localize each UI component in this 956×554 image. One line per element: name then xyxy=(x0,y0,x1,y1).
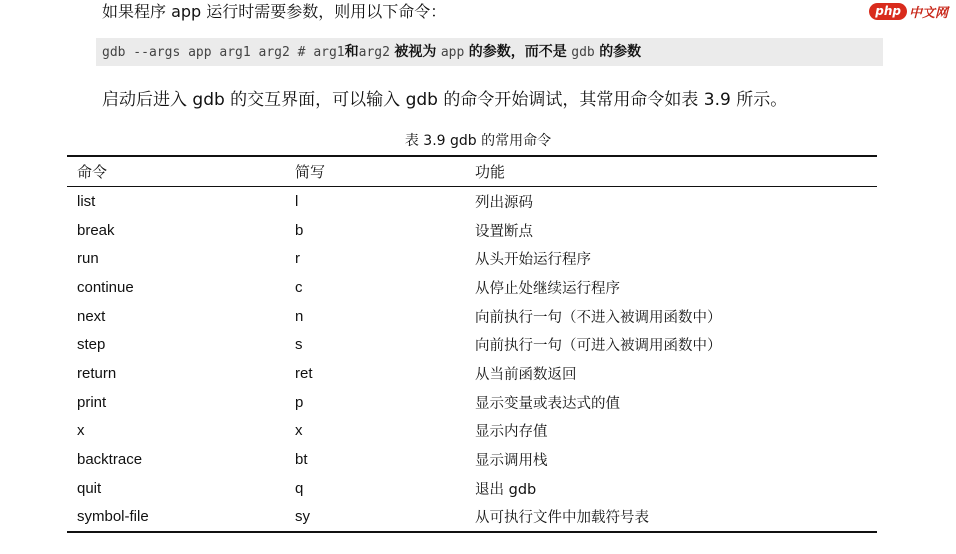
cell-function: 显示调用栈 xyxy=(475,453,548,470)
cell-short: bt xyxy=(295,451,308,469)
table-row xyxy=(67,388,877,417)
code-gdb: gdb xyxy=(571,45,595,60)
cell-function: 设置断点 xyxy=(475,223,533,240)
cell-function: 显示变量或表达式的值 xyxy=(475,395,620,412)
cell-function: 列出源码 xyxy=(475,194,533,211)
cell-command: backtrace xyxy=(77,451,143,469)
table-row xyxy=(67,244,877,273)
gdb-commands-table xyxy=(67,155,877,533)
table-row xyxy=(67,216,877,245)
table-row xyxy=(67,503,877,533)
cell-short: ret xyxy=(295,364,313,382)
table-row xyxy=(67,302,877,331)
cell-command: quit xyxy=(77,479,102,497)
cell-command: next xyxy=(77,307,106,325)
cell-command: return xyxy=(77,364,117,382)
watermark-logo: php xyxy=(869,3,907,20)
cell-short: s xyxy=(295,336,303,354)
cell-short: r xyxy=(295,250,300,268)
site-watermark xyxy=(869,0,948,22)
code-params-not: 的参数，而不是 xyxy=(468,44,567,60)
watermark-text: 中文网 xyxy=(908,5,948,21)
cell-function: 向前执行一句（不进入被调用函数中） xyxy=(475,309,722,326)
cell-short: x xyxy=(295,422,303,440)
cell-command: symbol-file xyxy=(77,508,149,526)
cell-function: 从停止处继续运行程序 xyxy=(475,280,620,297)
header-function: 功能 xyxy=(475,163,506,181)
code-block xyxy=(96,38,883,66)
cell-command: break xyxy=(77,221,115,239)
table-header-row xyxy=(67,156,877,187)
cell-short: l xyxy=(295,192,299,210)
code-arg2: arg2 xyxy=(358,45,390,60)
table-row xyxy=(67,330,877,359)
cell-command: step xyxy=(77,336,106,354)
table-row xyxy=(67,417,877,446)
table-row xyxy=(67,474,877,503)
table-row xyxy=(67,273,877,302)
cell-short: sy xyxy=(295,508,310,526)
cell-function: 从当前函数返回 xyxy=(475,366,577,383)
cell-short: c xyxy=(295,278,303,296)
code-command: gdb --args app arg1 arg2 # arg1 xyxy=(102,45,345,60)
header-short: 简写 xyxy=(295,163,326,181)
code-app: app xyxy=(440,45,465,60)
cell-function: 从可执行文件中加载符号表 xyxy=(475,510,649,527)
cell-command: list xyxy=(77,192,96,210)
cell-function: 从头开始运行程序 xyxy=(475,252,591,269)
table-row xyxy=(67,187,877,216)
code-params: 的参数 xyxy=(599,44,642,60)
cell-function: 显示内存值 xyxy=(475,424,548,441)
cell-short: p xyxy=(295,393,304,411)
header-command: 命令 xyxy=(77,163,108,181)
cell-command: run xyxy=(77,250,99,268)
intro-text: 如果程序 app 运行时需要参数，则用以下命令： xyxy=(102,2,447,21)
table-body xyxy=(67,187,877,533)
body-paragraph: 启动后进入 gdb 的交互界面，可以输入 gdb 的命令开始调试，其常用命令如表 3.9 所示。 xyxy=(102,90,788,110)
table-row xyxy=(67,445,877,474)
cell-short: q xyxy=(295,479,304,497)
cell-function: 向前执行一句（可进入被调用函数中） xyxy=(475,338,722,355)
cell-short: n xyxy=(295,307,304,325)
code-and: 和 xyxy=(344,44,359,60)
table-caption: 表 3.9 gdb 的常用命令 xyxy=(404,133,552,149)
cell-command: continue xyxy=(77,278,134,296)
table-row xyxy=(67,359,877,388)
code-treated-as: 被视为 xyxy=(394,44,437,60)
cell-command: x xyxy=(77,422,85,440)
cell-command: print xyxy=(77,393,107,411)
cell-function: 退出 gdb xyxy=(475,481,537,498)
cell-short: b xyxy=(295,221,304,239)
